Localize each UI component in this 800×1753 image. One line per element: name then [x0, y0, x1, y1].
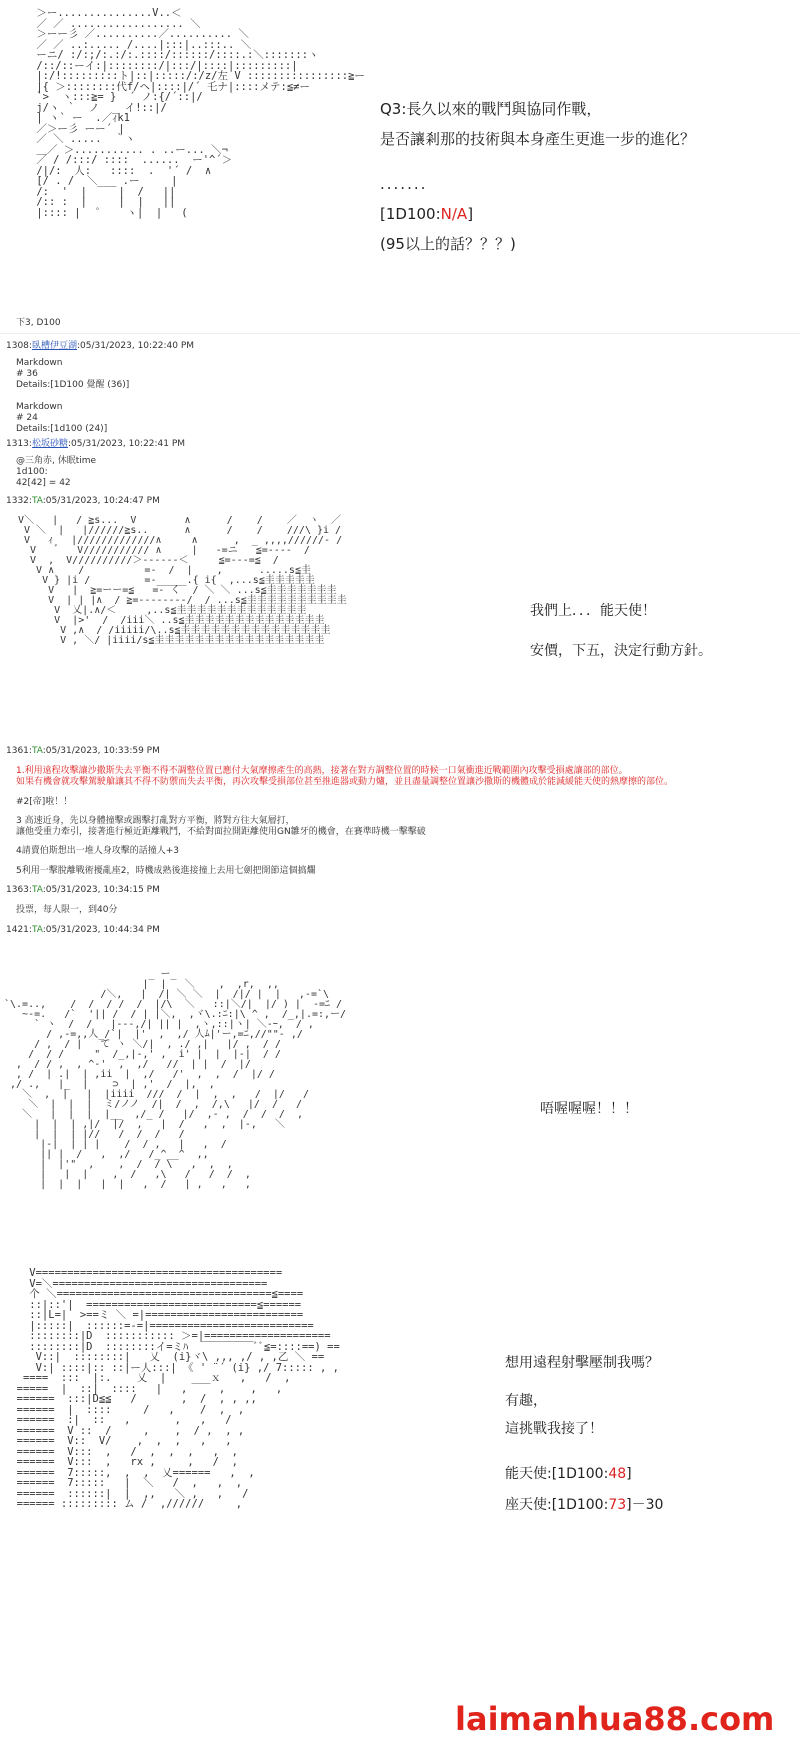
- post-1361-time: :05/31/2023, 10:33:59 PM: [42, 746, 160, 756]
- post-1361-num: 1361:: [6, 746, 32, 756]
- option-1-line-1: 1.利用遠程攻擊讓沙撒斯失去平衡不得不調整位置已應付大氣摩擦產生的高熱，接著在對方調整位置的時候一口氣衝進近戰範圍內攻擊受損處讓部的部位。: [16, 766, 628, 776]
- post-1313-author-link[interactable]: 松坂砂糖: [31, 439, 68, 449]
- post-1308-line: [16, 391, 129, 402]
- post-1332-time: :05/31/2023, 10:24:47 PM: [42, 496, 160, 506]
- divider: [0, 333, 800, 334]
- post-1363-time: :05/31/2023, 10:34:15 PM: [42, 885, 160, 895]
- option-3-line-1: 3 高速近身，先以身體撞擊或踢擊打亂對方平衡，將對方往大氣層打，: [16, 816, 295, 826]
- post-1361-header: [6, 746, 160, 756]
- panel2-line2: 安價，下五，決定行動方針。: [530, 643, 712, 659]
- option-4: 4請賣伯斯想出一堆人身攻擊的話撞人+3: [16, 846, 179, 856]
- panel4-line2: 有趣，: [505, 1393, 547, 1409]
- post-1308-header: [6, 338, 194, 351]
- panel4-line3: 這挑戰我接了！: [505, 1421, 603, 1437]
- post-1313-body: [16, 456, 96, 489]
- post-1308-line: Markdown: [16, 402, 63, 412]
- option-2: #2[帝]啦！！: [16, 797, 73, 807]
- panel4-roll-2: [505, 1494, 663, 1514]
- roll-note: (95以上的話？？？): [380, 235, 516, 253]
- ascii-art-attack: V＼ | / ≧s... V ∧ / / ／ ヽ ／ V ＼ | |//////≧s.. ∧ / / ///\ }i / V ｨ |/////////////∧ ∧ , _ ,,,,//////- / V ﾞ V/////////// ∧ | -=ニ ≦=---- / V , V//////////＞------＜ ≦=---=≦ / V ∧ / =- / | , .....s≦圭 V } |i / =-_____.{ i{ ,...s≦圭圭圭圭圭 V | ≧=ーー=≦ =- く / ＼ ＼ ...s≦圭圭圭圭圭圭圭 V | | |∧ / ≧=--------/ / ...s≦圭圭圭圭圭圭圭圭圭圭 V 乂|.∧/＜ ,..s≦圭圭圭圭圭圭圭圭圭圭圭圭圭 V |>' / /iii＼ ..s≦圭圭圭圭圭圭圭圭圭圭圭圭圭圭 V ,∧ / /iiiii/\..s≦圭圭圭圭圭圭圭圭圭圭圭圭圭圭圭 V , ＼/ |iiii/s≦圭圭圭圭圭圭圭圭圭圭圭圭圭圭圭圭圭: [18, 515, 347, 646]
- post-down-note: 下3, D100: [16, 318, 61, 328]
- post-1361-author: TA: [31, 746, 43, 756]
- post-1313-header: [6, 436, 185, 449]
- dice-roll-value: N/A: [440, 205, 468, 223]
- post-1363-author: TA: [31, 885, 43, 895]
- post-1308-body: [16, 358, 129, 435]
- post-1363-num: 1363:: [6, 885, 32, 895]
- panel2-line1: 我們上．．．能天使！: [530, 603, 656, 619]
- post-1363-body: 投票，每人限一，到40分: [16, 905, 118, 915]
- panel4-roll-2-prefix: 座天使:[1D100:: [505, 1497, 609, 1513]
- dice-roll: [380, 205, 473, 223]
- panel4-roll-1: [505, 1463, 632, 1483]
- ascii-art-clash: _ ー_ | | ＼ , ,r, ,, /＼, | /| ＼ ＼ | /|/ | | ,-=`\ `\.=.., / / / / / |/\ ＼ ::|＼/| |/ ) | -=ﾆ / ~-=. /` '|| / / | |＼, ,ヾ\.:ﾆ:|\ ^ , /_,|.=:,ー/ ` ヽ / / |---,/| || | ,ヽ,::|ヽ| ＼-ｰ, / , / ,-=,,人_/`| |' , ,/ 人ﾑ|'ー,=ﾆ,//""- ,/ / , / | て ヽ ＼/| , ./ ,| |/ , / / / / / " /_,|-,' , i' | | |-| / / , / / , , ^-' , ,/ // | | / |/ , / | .| | ,ii | ,/ /' , , / |/ / ,/ ., |_ | ⊃ | ,' / |, , ＼ , | | |iiii /// / | , , / |/ / ＼ | | | ミ/ノノ /| / , /,\ |/ / / ＼ | | | |__ ,/_ / |/ ,- , / / / , | | | ,|/ |/ , | / , , |-, ＼ | | | |// / / / / |-| | | | / / , | , / || | / , ,/ /_^__^ ,, | |'" , , / / \ , , , | | | , / ,\ / / / , | | | | | , / | , , ,: [4, 969, 347, 1190]
- question-text: Q3:長久以來的戰鬥與協同作戰，: [380, 100, 602, 118]
- post-1308-line: Details:[1d100 (24)]: [16, 424, 108, 434]
- post-1313-line: 42[42] = 42: [16, 478, 71, 488]
- dice-roll-suffix: ]: [467, 205, 474, 223]
- post-1313-time: :05/31/2023, 10:22:41 PM: [67, 439, 186, 449]
- panel4-roll-1-suffix: ]: [626, 1466, 632, 1482]
- panel4-roll-2-value: 73: [608, 1497, 627, 1513]
- dice-roll-prefix: [1D100:: [380, 205, 441, 223]
- question-text-2: 是否讓剎那的技術與本身產生更進一步的進化？: [380, 130, 696, 148]
- post-1308-line: Markdown: [16, 358, 63, 368]
- panel4-roll-2-suffix: ]－30: [626, 1497, 664, 1513]
- ascii-art-setsuna: ＞ー...............V..＜ ／ ／ .................. ＼ ＞ーー彡 ／..........／.......... ＼ ／ ／ ..:..... /....|:::|..:::.. ＼ ーニ/ :/:;/:.:/:.::::/::::::/::::.:＼:::::::ヽ /::/::ーイ:|::::::::/|:::/|::::|:::::::::| |:/!:::::::::ト|::|:::::/:/z/左 V ::::::::::::::::≧ー |{ ＞::::::::代f/ヘ|::::|/´ 乇ナ|::::メテ:≦≠ー `> ヽ:::≧= } ´ ノ:{/´::|/ j/ヽ ｀ ノ _ イ!::|/ | ヽ` ー .／ｨk1 ／＞ー彡 ーー´ | ／ ＼ ..... ｀ヽ ＿／ ＞........... . ..ー... ＼¬ ／ / /:::/ :::: ...... ー'^´＞ /|/: 人: :::: . '´ / ∧ [/ . / ＼___ .ー | /: ' | | / || /:: : | | | || |:::: | ﾟ ヽ| | (: [36, 7, 365, 219]
- post-1332-header: [6, 496, 160, 506]
- post-1332-author: TA: [31, 496, 43, 506]
- post-1308-line: # 24: [16, 413, 38, 423]
- post-1421-time: :05/31/2023, 10:44:34 PM: [42, 925, 160, 935]
- watermark-text: laimanhua88.com: [455, 1700, 775, 1738]
- option-5: 5利用一擊脫離戰術擾亂座2，時機成熟後進接撞上去用七劍把開節這個搞爛: [16, 866, 316, 876]
- post-1308-time: :05/31/2023, 10:22:40 PM: [76, 341, 195, 351]
- panel4-roll-1-prefix: 能天使:[1D100:: [505, 1466, 609, 1482]
- ascii-art-face: V======================================= V=＼================================== 个 ＼==================================≦==== ::|::'| ===========================≦====== ::|L=| >==ミ ＼ =|========================= |:::::| ::::::=-=|========================== ::::::::|D ::::::::::: ＞=|==================== ::::::::|D ::::::::イ=ミﾊ ￣￣￣￣￣ﾞﾞ≦=::::==) == V::| ::::::::| 乂 (i}ヾ\ ,,, ,/ , ,乙 ＼ == V:| ::::|:: ::|ー人:::| 《 ' ¨´ (i} ,/ 7::::: , , ==== ::: |:. 乂 | ___ｘ , / , ===== | ::| :::: | , , , , ====== :::|D≦≦ / , / , , ,, ====== | :::: / , / , , ====== :| :: , , , / ====== V :: / , , / , , , ====== V:: V/ , , , , , ====== V::: , / , , , , , ====== V::: , rx , , / , ====== 7:::::, , , 乂====== , , ====== 7::::: | ＼ / , , , ====== ::::::| | ,, ＼ , , / ====== ::::::::: ム / ,////// ,: [16, 1267, 340, 1510]
- post-1308-num: 1308:: [6, 341, 32, 351]
- post-1308-line: Details:[1D100 覺醒 (36)]: [16, 380, 130, 390]
- post-1421-author: TA: [31, 925, 43, 935]
- option-3-line-2: 讓他受重力牽引，接著進行極近距離戰鬥，不給對面拉開距離使用GN雛牙的機會，在賽準時機一擊擊破: [16, 827, 426, 837]
- post-1308-author-link[interactable]: 臥槽伊豆湖: [31, 341, 77, 351]
- panel4-line1: 想用遠程射擊壓制我嗎？: [505, 1355, 659, 1371]
- post-1332-num: 1332:: [6, 496, 32, 506]
- dots-text: .......: [380, 175, 428, 193]
- panel3-shout: 唔喔喔喔！！！: [540, 1101, 638, 1117]
- post-1313-line: 1d100:: [16, 467, 48, 477]
- post-1421-num: 1421:: [6, 925, 32, 935]
- post-1313-num: 1313:: [6, 439, 32, 449]
- panel4-roll-1-value: 48: [608, 1466, 627, 1482]
- option-1-line-2: 如果有機會就攻擊駕駛艙讓其不得不防禦而失去平衡，再次攻擊受損部位甚至推進器或動力爐，並且盡量調整位置讓沙撒斯的機體成於能減緩能天使的熱摩擦的部位。: [16, 777, 674, 787]
- post-1363-header: [6, 885, 160, 895]
- post-1421-header: [6, 925, 160, 935]
- post-1313-line: @三角赤, 休眠time: [16, 456, 97, 466]
- post-1308-line: # 36: [16, 369, 38, 379]
